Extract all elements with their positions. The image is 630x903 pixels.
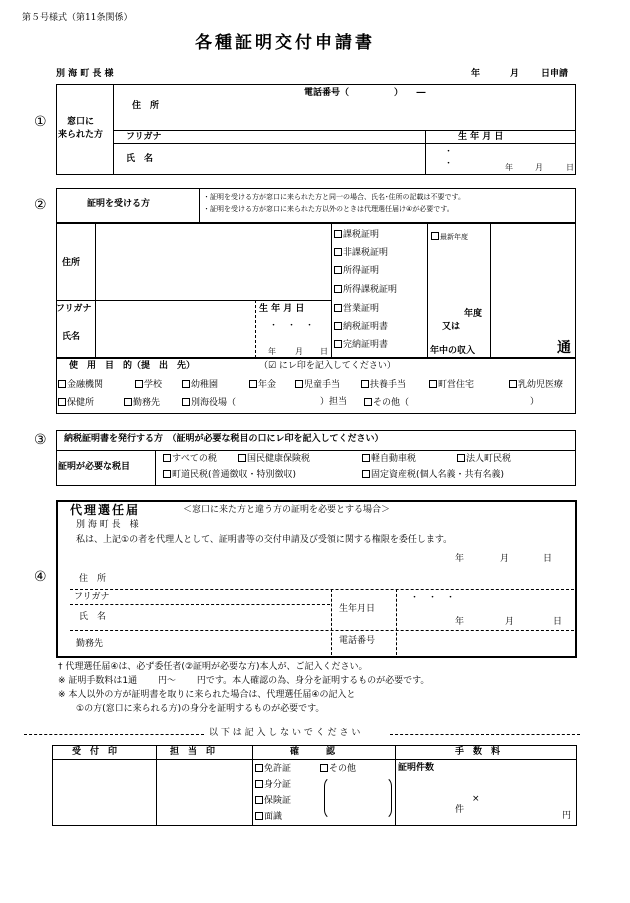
form-number: 第５号様式（第11条関係） [22, 13, 133, 23]
id-option-0[interactable]: 免許証 [255, 764, 291, 774]
visitor-address-label: 住 所 [132, 101, 160, 111]
tax-option-0[interactable]: すべての税 [163, 454, 217, 464]
proxy-furigana-label: フリガナ [74, 592, 110, 602]
proxy-day: 日 [543, 554, 553, 564]
section-2-body [56, 223, 576, 358]
proxy-title: 代理選任届 [70, 503, 141, 517]
proxy-work-label: 勤務先 [76, 639, 104, 649]
copies-label: 通 [557, 340, 571, 356]
checkbox[interactable] [163, 454, 171, 462]
cert-option-2[interactable]: 所得証明 [334, 266, 379, 276]
proxy-year: 年 [455, 554, 465, 564]
target-person-label: 証明を受ける方 [87, 199, 151, 209]
checkbox[interactable] [431, 232, 439, 240]
checkbox[interactable] [135, 380, 143, 388]
checkbox[interactable] [509, 380, 517, 388]
staff-stamp-label: 担 当 印 [170, 747, 216, 757]
purpose-tantou: ）担当 [320, 397, 348, 407]
checkbox[interactable] [320, 764, 328, 772]
income-label: 年中の収入 [430, 346, 476, 356]
apply-day: 日申請 [541, 69, 569, 79]
visitor-birth-month: 月 [535, 163, 543, 172]
note-line-3: ※ 本人以外の方が証明書を取りに来られた場合は、代理選任届④の記入と [58, 690, 356, 700]
visitor-birth-dot-1: ・ [444, 147, 454, 157]
visitor-phone-label: 電話番号（ ） ― [304, 88, 426, 98]
proxy-name-label: 氏 名 [79, 612, 107, 622]
checkbox[interactable] [58, 398, 66, 406]
cert-option-0[interactable]: 課税証明 [334, 230, 379, 240]
section-2-number: ② [34, 197, 47, 213]
target-note-2: ・証明を受ける方が窓口に来られた方以外のときは代理選任届け④が必要です。 [203, 205, 454, 213]
checkbox[interactable] [182, 380, 190, 388]
purpose-title: 使 用 目 的（提 出 先） [69, 361, 196, 371]
section-4-number: ④ [34, 569, 47, 585]
checkbox[interactable] [334, 230, 342, 238]
latest-year-option[interactable]: 最新年度 [431, 232, 468, 241]
tax-option-3[interactable]: 法人町民税 [457, 454, 511, 464]
checkbox[interactable] [334, 248, 342, 256]
purpose-close: ） [530, 397, 540, 407]
id-option-3[interactable]: 保険証 [255, 796, 291, 806]
checkbox[interactable] [295, 380, 303, 388]
note-line-4: ①の方(窓口に来られる方)の身分を証明するものが必要です。 [76, 704, 325, 714]
visitor-label-1: 窓口に [67, 117, 95, 127]
section-3-number: ③ [34, 432, 47, 448]
target-name-label: 氏名 [62, 332, 81, 342]
purpose-option-1[interactable]: 学校 [135, 380, 162, 390]
tax-option-2[interactable]: 軽自動車税 [362, 454, 416, 464]
cert-option-5[interactable]: 納税証明書 [334, 322, 388, 332]
proxy-birth-day: 日 [553, 617, 563, 627]
id-option-1[interactable]: その他 [320, 764, 356, 774]
target-birth-dots: ・ ・ ・ [269, 321, 315, 331]
checkbox[interactable] [255, 780, 263, 788]
purpose-option-4[interactable]: 児童手当 [295, 380, 340, 390]
checkbox[interactable] [238, 454, 246, 462]
section-3-heading: 納税証明書を発行する方 （証明が必要な税目の口にレ印を記入してください） [64, 434, 384, 444]
proxy-birth-dots: ・ ・ ・ [410, 593, 456, 603]
purpose-option-7[interactable]: 乳幼児医療 [509, 380, 563, 390]
tax-label: 証明が必要な税目 [58, 462, 131, 472]
purpose-option-9[interactable]: 勤務先 [124, 398, 160, 408]
checkbox[interactable] [362, 470, 370, 478]
checkbox[interactable] [255, 764, 263, 772]
visitor-furigana-label: フリガナ [126, 132, 162, 142]
target-birth-day: 日 [320, 347, 328, 356]
confirm-label: 確 認 [290, 747, 336, 757]
proxy-month: 月 [500, 554, 510, 564]
target-furigana-label: フリガナ [56, 304, 92, 314]
target-address-label: 住所 [62, 258, 81, 268]
purpose-option-6[interactable]: 町営住宅 [429, 380, 474, 390]
cert-count-label: 証明件数 [398, 763, 435, 773]
purpose-option-0[interactable]: 金融機関 [58, 380, 103, 390]
checkbox[interactable] [334, 304, 342, 312]
proxy-subtitle: ＜窓口に来た方と違う方の証明を必要とする場合＞ [183, 505, 391, 515]
other-bracket [324, 776, 392, 820]
visitor-birth-day: 日 [566, 163, 574, 172]
checkbox[interactable] [249, 380, 257, 388]
note-line-1: † 代理選任届④は、必ず委任者(②証明が必要な方)本人が、ご記入ください。 [58, 662, 368, 672]
checkbox[interactable] [334, 340, 342, 348]
page-title: 各種証明交付申請書 [195, 33, 375, 53]
target-birth-label: 生 年 月 日 [259, 304, 305, 314]
cert-option-6[interactable]: 完納証明書 [334, 340, 388, 350]
checkbox[interactable] [457, 454, 465, 462]
cert-option-1[interactable]: 非課税証明 [334, 248, 388, 258]
checkbox[interactable] [163, 470, 171, 478]
checkbox[interactable] [255, 796, 263, 804]
target-note-1: ・証明を受ける方が窓口に来られた方と同一の場合、氏名･住所の記載は不要です。 [203, 193, 465, 201]
nendo-label: 年度 [464, 309, 483, 319]
checkbox[interactable] [364, 398, 372, 406]
checkbox[interactable] [361, 380, 369, 388]
checkbox[interactable] [362, 454, 370, 462]
tax-option-1[interactable]: 国民健康保険税 [238, 454, 310, 464]
apply-month: 月 [510, 69, 520, 79]
times-sign: × [472, 794, 480, 804]
visitor-birth-dot-2: ・ [444, 159, 454, 169]
visitor-label-2: 来られた方 [58, 130, 104, 140]
checkbox[interactable] [334, 266, 342, 274]
checkbox[interactable] [255, 812, 263, 820]
cert-option-4[interactable]: 営業証明 [334, 304, 379, 314]
target-birth-month: 月 [295, 347, 303, 356]
id-option-4[interactable]: 面識 [255, 812, 282, 822]
proxy-addressee: 別 海 町 長 様 [76, 520, 139, 530]
office-table [52, 745, 577, 826]
reception-stamp-label: 受 付 印 [72, 747, 118, 757]
addressee: 別 海 町 長 様 [56, 69, 114, 79]
count-unit: 件 [455, 805, 465, 815]
purpose-hint: （☑ にレ印を記入してください） [259, 361, 396, 371]
proxy-phone-label: 電話番号 [339, 636, 376, 646]
purpose-option-8[interactable]: 保健所 [58, 398, 94, 408]
apply-year: 年 [471, 69, 481, 79]
mataha-label: 又は [442, 322, 461, 332]
visitor-name-label: 氏 名 [126, 154, 154, 164]
checkbox[interactable] [124, 398, 132, 406]
cert-option-3[interactable]: 所得課税証明 [334, 285, 397, 295]
checkbox[interactable] [429, 380, 437, 388]
fee-label: 手 数 料 [455, 747, 501, 757]
purpose-option-10[interactable]: 別海役場（ [182, 398, 236, 408]
note-line-2: ※ 証明手数料は1通 円～ 円です。本人確認の為、身分を証明するものが必要です。 [58, 676, 430, 686]
proxy-birth-year: 年 [455, 617, 465, 627]
proxy-address-label: 住 所 [79, 574, 107, 584]
target-birth-year: 年 [268, 347, 276, 356]
id-option-2[interactable]: 身分証 [255, 780, 291, 790]
section-1-number: ① [34, 114, 47, 130]
tax-option-4[interactable]: 町道民税(普通徴収・特別徴収) [163, 470, 296, 480]
purpose-option-5[interactable]: 扶養手当 [361, 380, 406, 390]
purpose-option-other[interactable]: その他（ [364, 398, 409, 408]
office-divider: 以 下 は 記 入 し な い で く だ さ い [209, 728, 361, 738]
purpose-option-3[interactable]: 年金 [249, 380, 276, 390]
checkbox[interactable] [334, 285, 342, 293]
visitor-birth-year: 年 [505, 163, 513, 172]
purpose-option-2[interactable]: 幼稚園 [182, 380, 218, 390]
yen-unit: 円 [562, 811, 572, 821]
proxy-birth-month: 月 [505, 617, 515, 627]
checkbox[interactable] [58, 380, 66, 388]
visitor-birth-label: 生 年 月 日 [458, 132, 504, 142]
checkbox[interactable] [182, 398, 190, 406]
tax-option-5[interactable]: 固定資産税(個人名義・共有名義) [362, 470, 504, 480]
checkbox[interactable] [334, 322, 342, 330]
proxy-birth-label: 生年月日 [339, 604, 376, 614]
proxy-statement: 私は、上記①の者を代理人として、証明書等の交付申請及び受領に関する権限を委任します。 [76, 535, 453, 545]
